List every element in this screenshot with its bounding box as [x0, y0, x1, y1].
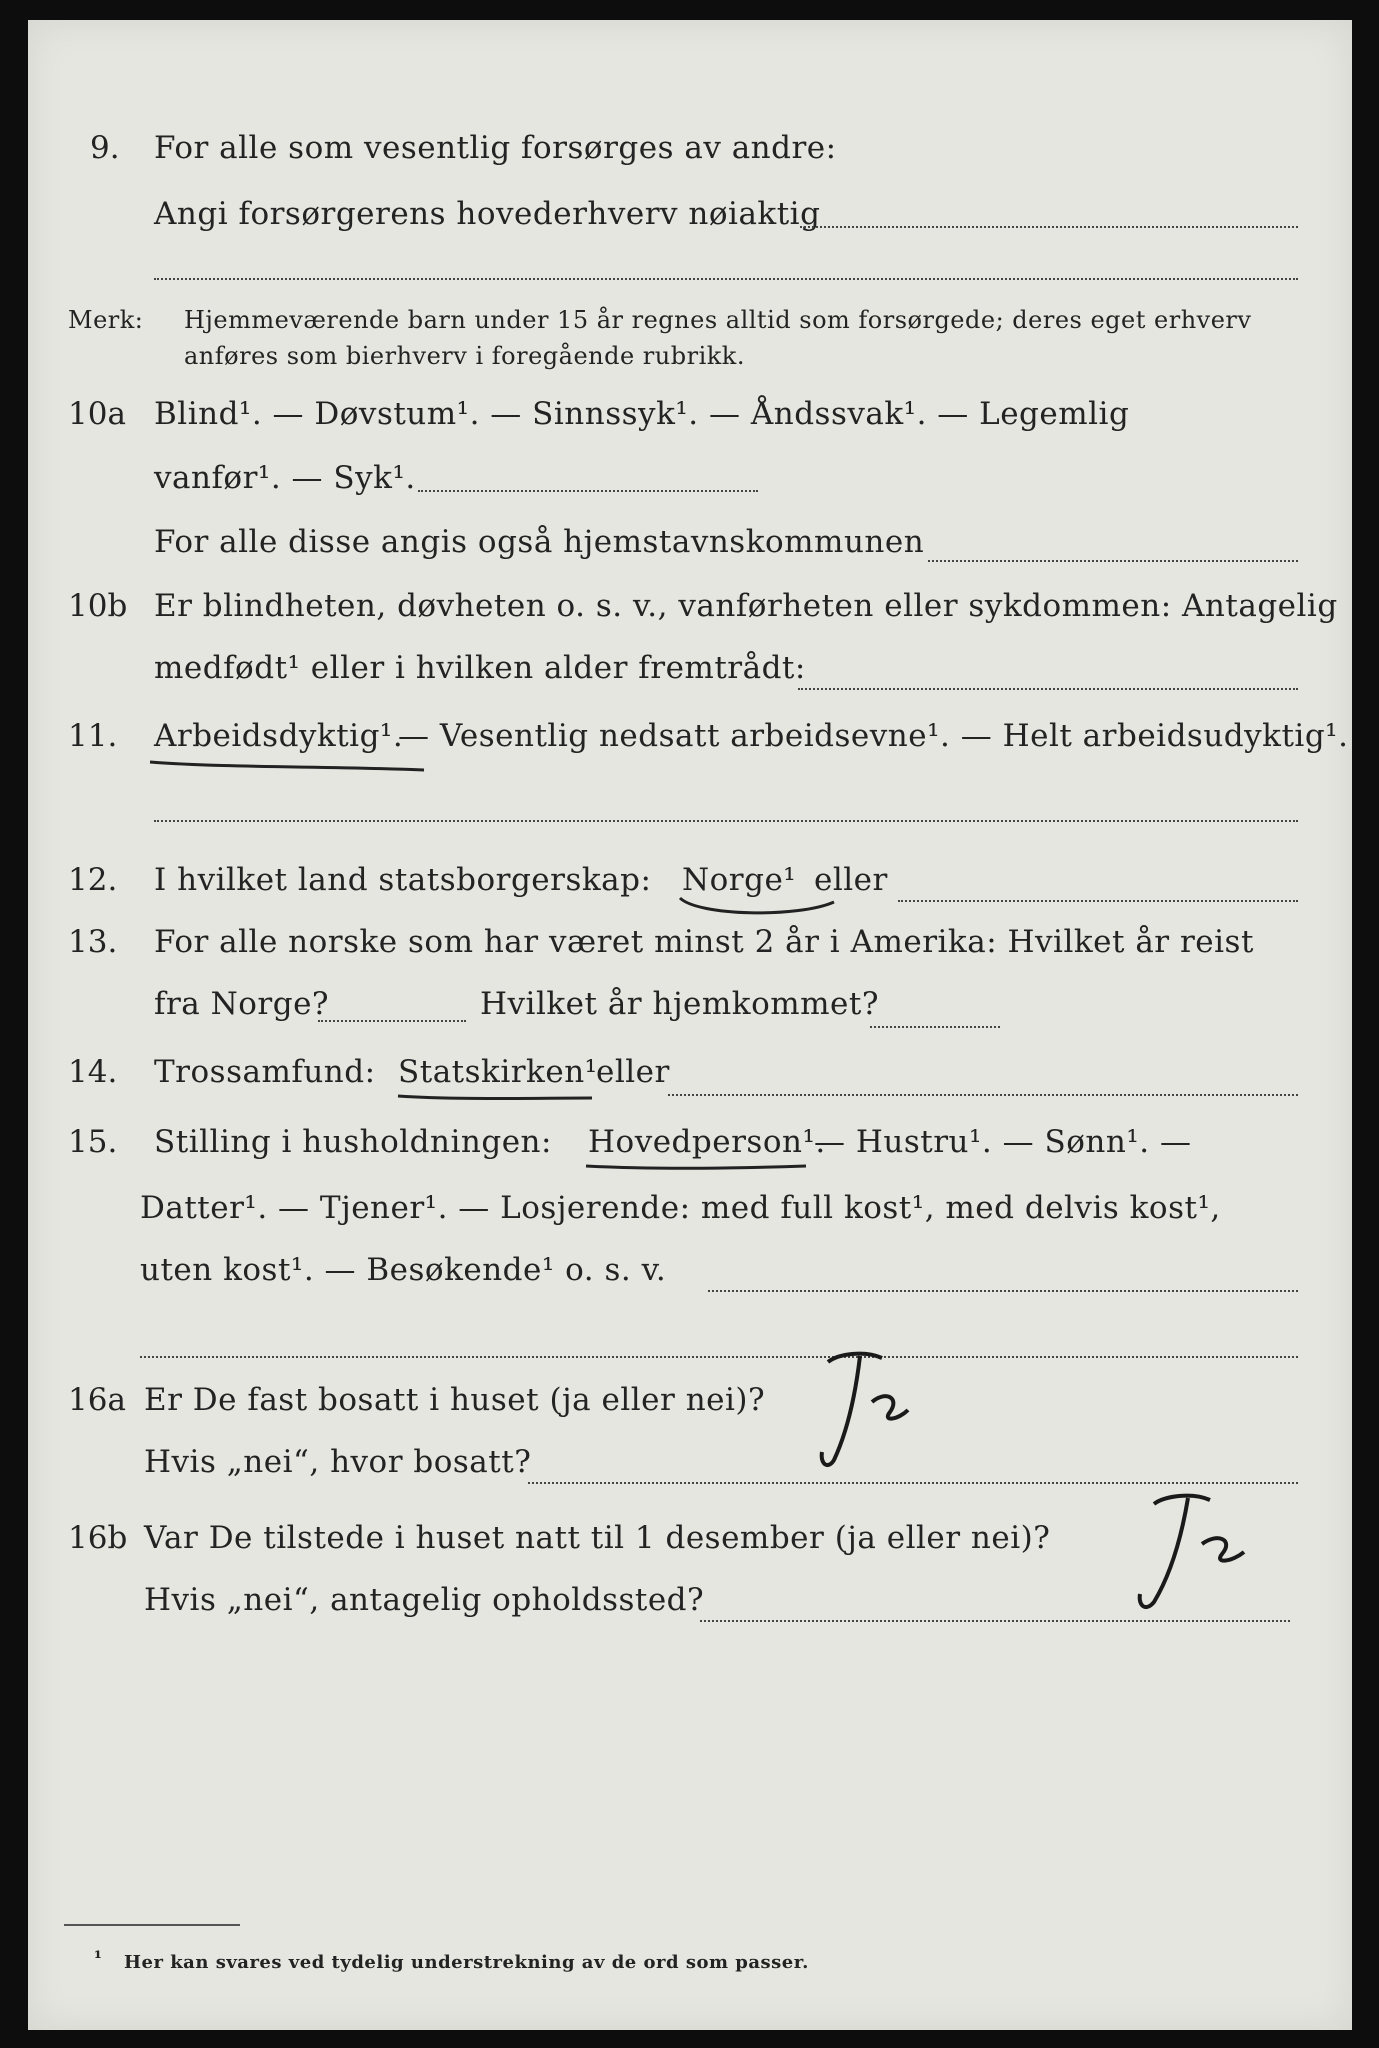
- q15-line2: Datter¹. — Tjener¹. — Losjerende: med full kost¹, med delvis kost¹,: [140, 1190, 1221, 1226]
- q13-departure-year-line[interactable]: [318, 1020, 466, 1022]
- q9-answer-line[interactable]: [800, 226, 1298, 228]
- item-number-13: 13.: [68, 924, 118, 960]
- q16a-answer-text: Ja: [768, 1325, 784, 1344]
- q13-line2b: Hvilket år hjemkommet?: [480, 986, 879, 1022]
- q15-part1: Stilling i husholdningen:: [154, 1124, 552, 1160]
- q12-part2: Norge¹: [682, 862, 797, 898]
- q12-part3: eller: [814, 862, 888, 898]
- q10a-hometown-line[interactable]: [928, 560, 1298, 562]
- item-number-15: 15.: [68, 1124, 118, 1160]
- q10b-answer-line[interactable]: [798, 688, 1298, 690]
- q10b-line2: medfødt¹ eller i hvilken alder fremtrådt:: [154, 650, 806, 686]
- q11-part1: Arbeidsdyktig¹.: [154, 718, 404, 754]
- item-number-10b: 10b: [68, 588, 128, 624]
- q16b-line2: Hvis „nei“, antagelig opholdssted?: [144, 1582, 705, 1618]
- q16a-line2: Hvis „nei“, hvor bosatt?: [144, 1444, 532, 1480]
- q9-line2: Angi forsørgerens hovederhverv nøiaktig: [154, 196, 821, 232]
- q10a-line1: Blind¹. — Døvstum¹. — Sinnssyk¹. — Åndssvak¹. — Legemlig: [154, 396, 1130, 432]
- q13-line1: For alle norske som har været minst 2 år i Amerika: Hvilket år reist: [154, 924, 1254, 960]
- item-number-12: 12.: [68, 862, 118, 898]
- q10a-line2: vanfør¹. — Syk¹.: [154, 460, 416, 496]
- merk-line2: anføres som bierhverv i foregående rubrikk.: [184, 342, 745, 370]
- q15-answer-line-2[interactable]: [140, 1356, 1298, 1358]
- item-number-16a: 16a: [68, 1382, 126, 1418]
- q12-answer-line[interactable]: [898, 900, 1298, 902]
- item-number-14: 14.: [68, 1054, 118, 1090]
- footnote-text: Her kan svares ved tydelig understrekning av de ord som passer.: [124, 1952, 809, 1973]
- census-form-page: [28, 20, 1352, 2030]
- q15-answer-line[interactable]: [708, 1290, 1298, 1292]
- q13-line2a: fra Norge?: [154, 986, 330, 1022]
- q15-line3: uten kost¹. — Besøkende¹ o. s. v.: [140, 1252, 667, 1288]
- q14-part2: Statskirken¹: [398, 1054, 598, 1090]
- item-number-11: 11.: [68, 718, 118, 754]
- q11-part2: — Vesentlig nedsatt arbeidsevne¹. — Helt arbeidsudyktig¹.: [398, 718, 1349, 754]
- footnote-rule: [64, 1924, 240, 1926]
- q16b-answer-text: Ja: [1078, 1465, 1094, 1484]
- item-number-16b: 16b: [68, 1520, 128, 1556]
- q14-answer-line[interactable]: [668, 1094, 1298, 1096]
- q15-part2: Hovedperson¹.: [588, 1124, 826, 1160]
- item-number-9: 9.: [90, 130, 120, 166]
- q15-underline-mark: [584, 1160, 810, 1174]
- merk-line1: Hjemmeværende barn under 15 år regnes alltid som forsørgede; deres eget erhverv: [184, 306, 1252, 334]
- footnote-mark: ¹: [94, 1948, 103, 1969]
- q12-underline-mark: [678, 894, 838, 920]
- q14-part3: eller: [596, 1054, 670, 1090]
- q11-answer-line[interactable]: [154, 820, 1298, 822]
- q16b-line1: Var De tilstede i huset natt til 1 desember (ja eller nei)?: [144, 1520, 1051, 1556]
- q16b-handwritten-answer: [1078, 1465, 1268, 1620]
- q9-answer-line-2[interactable]: [154, 278, 1298, 280]
- q9-line1: For alle som vesentlig forsørges av andre:: [154, 130, 837, 166]
- item-number-10a: 10a: [68, 396, 126, 432]
- q10a-line3: For alle disse angis også hjemstavnskommunen: [154, 524, 925, 560]
- q14-part1: Trossamfund:: [154, 1054, 376, 1090]
- q10a-answer-line[interactable]: [418, 490, 758, 492]
- q12-part1: I hvilket land statsborgerskap:: [154, 862, 652, 898]
- q15-part3: — Hustru¹. — Sønn¹. —: [814, 1124, 1192, 1160]
- q10b-line1: Er blindheten, døvheten o. s. v., vanførheten eller sykdommen: Antagelig: [154, 588, 1338, 624]
- q16b-answer-line[interactable]: [700, 1620, 1290, 1622]
- q14-underline-mark: [396, 1090, 596, 1104]
- q13-return-year-line[interactable]: [870, 1026, 1000, 1028]
- q16a-handwritten-answer: [768, 1325, 928, 1480]
- q11-underline-mark: [148, 754, 428, 774]
- q16a-line1: Er De fast bosatt i huset (ja eller nei)?: [144, 1382, 766, 1418]
- merk-label: Merk:: [68, 306, 144, 334]
